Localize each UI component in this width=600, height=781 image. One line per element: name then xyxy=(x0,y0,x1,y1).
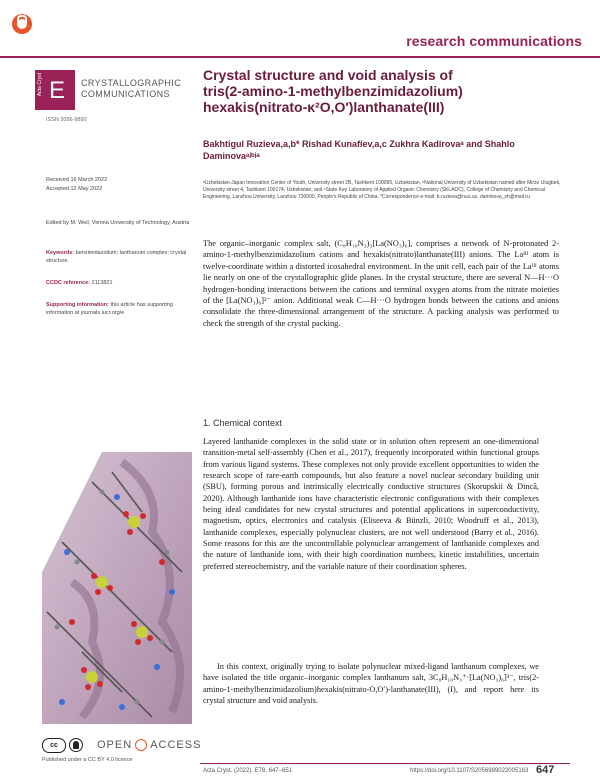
article-title xyxy=(203,67,563,115)
page-number: 647 xyxy=(536,764,555,776)
licence-note: Published under a CC BY 4.0 licence xyxy=(42,757,133,763)
creative-commons-icon: cc xyxy=(42,738,66,753)
licence-logos xyxy=(42,736,201,754)
journal-name-line1: CRYSTALLOGRAPHIC xyxy=(81,78,182,88)
open-access-word-2: ACCESS xyxy=(150,739,202,752)
edited-by: Edited by M. Weil, Vienna University of Technology, Austria xyxy=(46,220,190,226)
ccdc-block xyxy=(46,280,191,288)
affiliations: ᵃUzbekistan-Japan Innovation Center of Youth, University street 2B, Tashkent 100095, Uzbekistan, ᵇNational University of Uzbekistan named after Mirzo Ulugbek, University street 4, Tashkent 100174, Uzbekistan, and ᶜState Key Laboratory of Applied Organic Chemistry (SKLAOC), College of Chemistry and Chemical Engineering, Lanzhou University, Lanzhou 730000, People's Republic of China. *Correspondence e-mail: b.ruzieva@nuu.uz, daminova_sh@mail.ru xyxy=(203,180,561,200)
body-paragraph-1: Layered lanthanide complexes in the solid state or in solution often represent an one-dimensional transition-metal self-assembly (Chen et al., 2017), frequently incorporated within functional groups from various ligand systems. These complexes not only provide excellent opportunities to widen the research scope of rare-earth compounds, but also feature a novel nuclear secondary building unit (SBU), forming porous and intrinsically electrically conductive structures (Skorupskii & Dincă, 2020). Although lanthanide ions have characteristic electronic configurations with their complexes being ideal candidates for new crystal structures and potential applications in superconductivity, magnetism, optics, electronics and catalysis (Eliseeva & Bünzli, 2010; Woodruff et al., 2013), lanthanide complexes, especially polynuclear clusters, are not well understood (Barry et al., 2016). Some reasons for this are the uncontrollable polynuclear arrangement of lanthanide complexes and the nature of lanthanide ions, with their high coordination numbers, kinetic instabilities, uncertain preferred stereochemistry, and the variable nature of their coordination spheres. xyxy=(203,437,539,571)
citation: Acta Cryst. (2022). E78, 647–651 xyxy=(203,768,293,774)
supporting-info-value[interactable]: this article has supporting information at journals.iucr.org/e xyxy=(46,302,173,316)
accepted-date: Accepted 12 May 2022 xyxy=(46,186,103,192)
journal-name xyxy=(81,78,181,100)
footer-divider xyxy=(200,763,570,764)
abstract: The organic–inorganic complex salt, (C₈H₁₀N₃)₃[La(NO₃)₆], comprises a network of N-protonated 2-amino-1-methylbenzimidazolium cations and hexakis(nitrato)lanthanate(III) anions. The Laᴵᴵᴵ atom is twelve-coordinate within a distorted icosahedral environment. In the unit cell, each pair of the Laᴵᴵᴵ atoms lie nearly on one of the crystallographic glide planes. In the crystal structure, there are several N—H···O hydrogen-bonding interactions between the cations and terminal oxygen atoms from the nitrate moieties of the [La(NO₃)₆]³⁻ anion. Additional weak C—H···O hydrogen bonds between the cations and anions consolidate the three-dimensional arrangement of the structure. A packing analysis was performed to check the strength of the crystal packing. xyxy=(203,239,559,328)
title-line2: tris(2-amino-1-methylbenzimidazolium) xyxy=(203,83,463,99)
received-date: Received 16 March 2022 xyxy=(46,177,108,183)
keywords-value: benzimidazolium; lanthanum complex; crystal structure. xyxy=(46,250,187,264)
open-access-badge-icon xyxy=(12,14,32,34)
supporting-info-block xyxy=(46,302,191,317)
ccdc-value: 2113821 xyxy=(91,280,113,286)
supporting-info-label: Supporting information: xyxy=(46,302,109,308)
journal-logo-side-text: Acta Cryst xyxy=(37,73,43,97)
keywords-label: Keywords: xyxy=(46,250,75,256)
doi-link[interactable]: https://doi.org/10.1107/S2056989022005163 xyxy=(410,768,529,774)
journal-logo xyxy=(35,70,75,110)
keywords-block xyxy=(46,250,191,265)
open-access-lock-icon xyxy=(135,739,147,751)
section-heading-chemical-context: 1. Chemical context xyxy=(203,418,283,428)
journal-name-line2: COMMUNICATIONS xyxy=(81,89,170,99)
title-line3: hexakis(nitrato-κ²O,O′)lanthanate(III) xyxy=(203,99,445,115)
journal-logo-letter: E xyxy=(49,77,66,104)
body-paragraph-2: In this context, originally trying to isolate polynuclear mixed-ligand lanthanum complexes, we have isolated the title organic–inorganic complex lanthanum salt, 3C₈H₁₀N₃⁺·[La(NO₃)₆]³⁻, tris(2-amino-1-methylbenzimidazolium)hexakis(nitrato-O,O′)-lanthanate(III), (I), and report here its crystal structure and void analysis. xyxy=(203,662,539,706)
ccdc-label: CCDC reference: xyxy=(46,280,91,286)
author-list: Bakhtigul Ruzieva,a,b* Rishad Kunafiev,a,c Zukhra Kadirovaᵃ and Shahlo Daminovaᵃʲᵇʲᵃ xyxy=(203,139,515,161)
issn: ISSN 2056-9890 xyxy=(46,117,87,123)
title-line1: Crystal structure and void analysis of xyxy=(203,67,453,83)
open-access-word-1: OPEN xyxy=(97,739,133,752)
attribution-icon xyxy=(69,738,83,752)
section-heading: research communications xyxy=(406,33,582,49)
header-divider xyxy=(0,56,600,58)
open-access-logo xyxy=(97,739,201,751)
crystal-packing-figure xyxy=(42,452,192,724)
